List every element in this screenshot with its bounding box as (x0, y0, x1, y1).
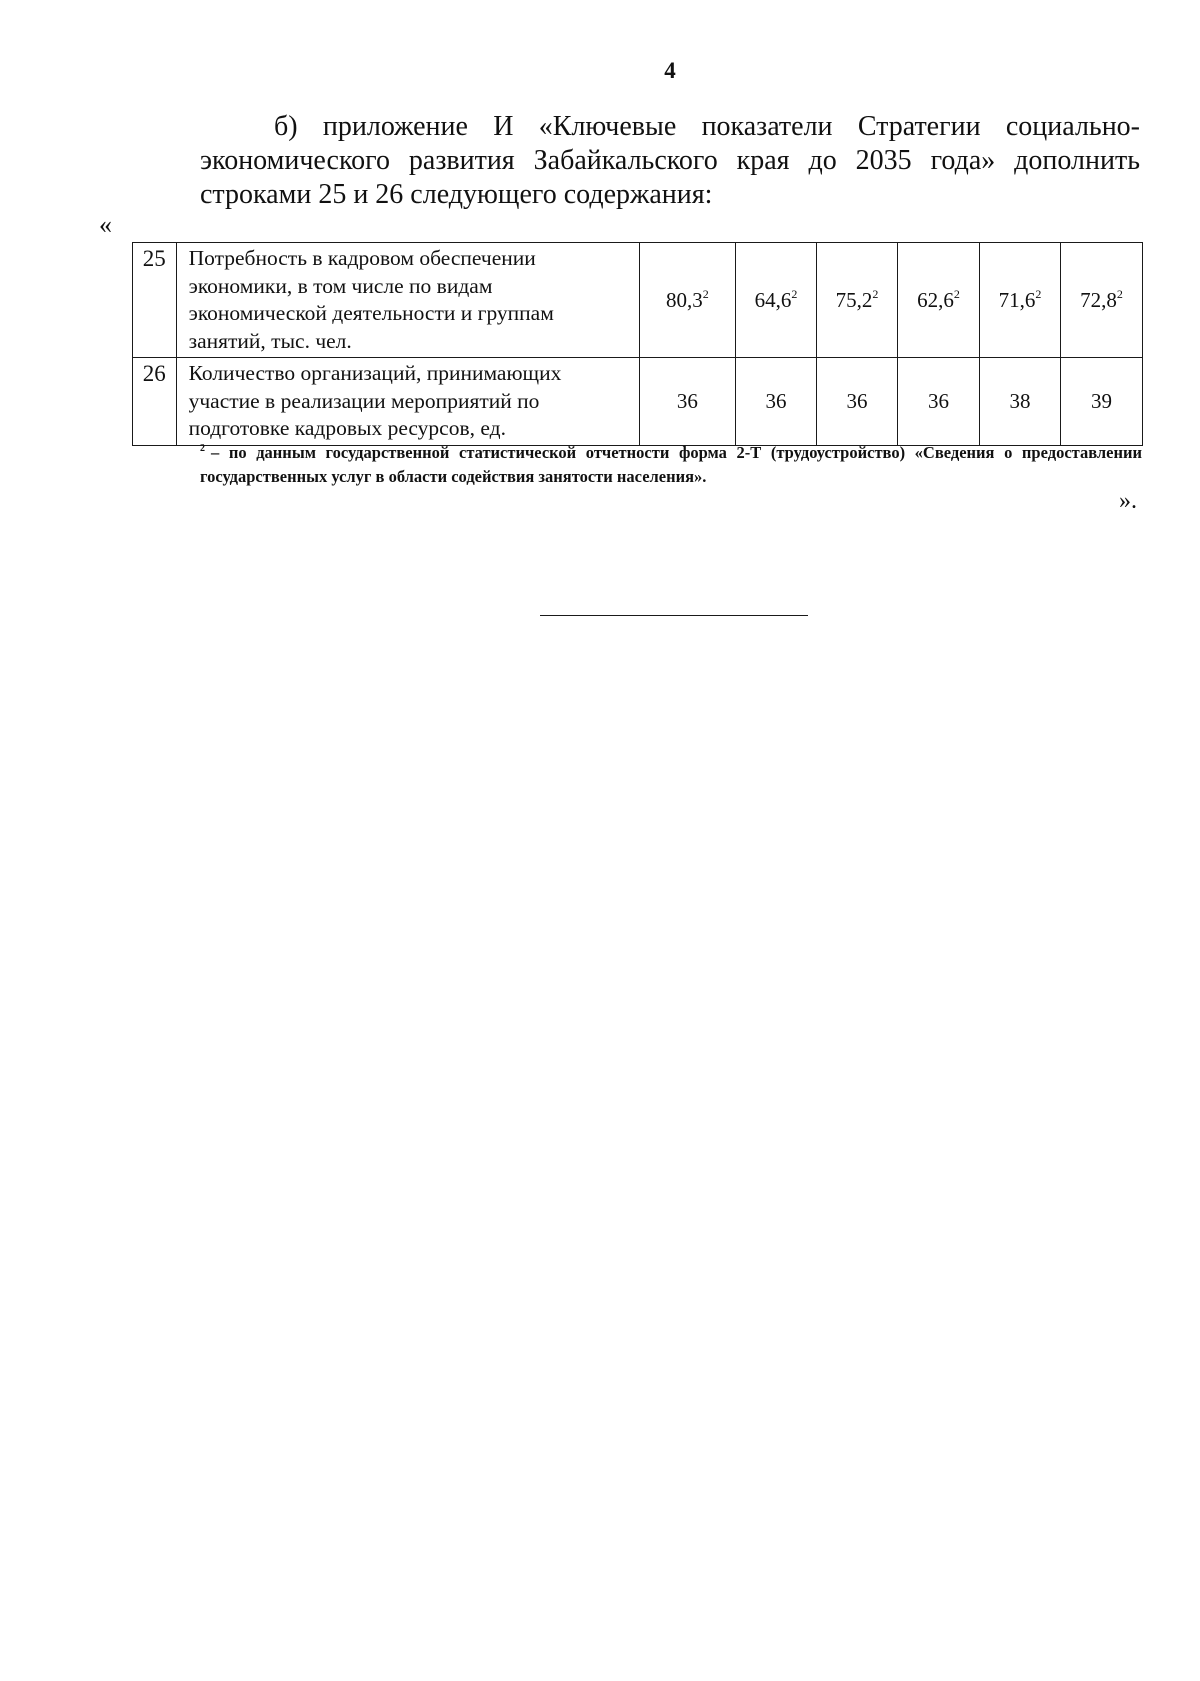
indicators-table (132, 242, 1143, 446)
indicator-name-cell: Потребность в кадровом обеспечении экономики, в том числе по видам экономической деятельности и группам занятий, тыс. чел. (176, 243, 639, 358)
footnote-ref: 2 (953, 286, 960, 301)
footnote-mark: 2 (200, 443, 205, 454)
value-text: 80,3 (665, 287, 703, 312)
separator-rule (540, 615, 808, 616)
footnote-ref: 2 (1035, 286, 1042, 301)
value-cell (639, 243, 736, 358)
footnote-ref: 2 (791, 286, 798, 301)
value-cell: 36 (736, 358, 817, 446)
footnote-text: – по данным государственной статистической отчетности форма 2-Т (трудоустройство) «Сведения о предоставлении государственных услуг в области содействия занятости населения». (200, 443, 1142, 486)
value-cell (897, 243, 979, 358)
page-number: 4 (664, 58, 676, 83)
row-number-cell: 26 (133, 358, 177, 446)
row-number-cell: 25 (133, 243, 177, 358)
value-cell: 36 (897, 358, 979, 446)
footnote-ref: 2 (702, 286, 709, 301)
value-cell: 36 (817, 358, 898, 446)
intro-text: б) приложение И «Ключевые показатели Стратегии социально-экономического развития Забайкальского края до 2035 года» дополнить строками 25 и 26 следующего содержания: (200, 111, 1140, 210)
value-cell: 39 (1060, 358, 1142, 446)
opening-quote-mark: « (99, 210, 112, 239)
table-row-26 (133, 358, 1143, 446)
value-text: 72,8 (1080, 287, 1117, 312)
value-text: 71,6 (998, 287, 1036, 312)
value-text: 64,6 (754, 287, 792, 312)
indicator-name-cell: Количество организаций, принимающих участие в реализации мероприятий по подготовке кадровых ресурсов, ед. (176, 358, 639, 446)
table-row-25 (133, 243, 1143, 358)
intro-paragraph (200, 110, 1140, 212)
value-text: 75,2 (835, 287, 873, 312)
value-cell (979, 243, 1060, 358)
value-cell: 38 (979, 358, 1060, 446)
footnote-ref: 2 (1116, 286, 1123, 301)
footnote (200, 441, 1142, 489)
value-cell: 36 (639, 358, 736, 446)
footnote-ref: 2 (872, 286, 879, 301)
value-text: 62,6 (917, 287, 954, 312)
value-cell (817, 243, 898, 358)
value-cell (736, 243, 817, 358)
value-cell (1060, 243, 1142, 358)
closing-quote-mark: ». (1119, 488, 1137, 514)
